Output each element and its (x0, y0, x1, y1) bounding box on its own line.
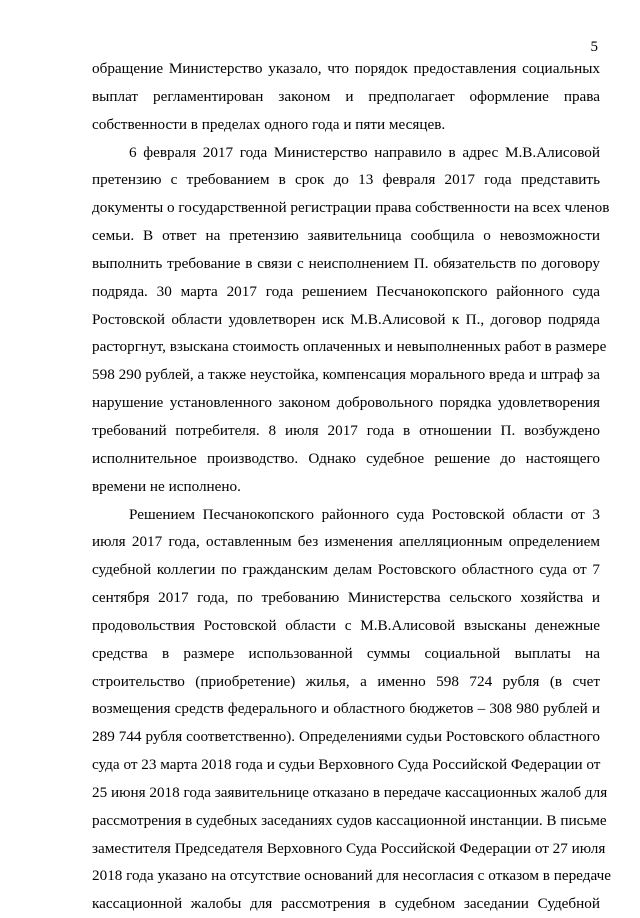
text-line: претензию с требованием в срок до 13 февраля 2017 года представить (92, 166, 600, 194)
text-line: требований потребителя. 8 июля 2017 года в отношении П. возбуждено (92, 417, 600, 445)
text-line: документы о государственной регистрации права собственности на всех членов (92, 194, 600, 222)
text-line: Ростовской области удовлетворен иск М.В.Алисовой к П., договор подряда (92, 306, 600, 334)
text-line: обращение Министерство указало, что порядок предоставления социальных (92, 55, 600, 83)
text-line: выплат регламентирован законом и предполагает оформление права (92, 83, 600, 111)
text-line: выполнить требование в связи с неисполнением П. обязательств по договору (92, 250, 600, 278)
text-line: судебной коллегии по гражданским делам Ростовского областного суда от 7 (92, 556, 600, 584)
text-line: исполнительное производство. Однако судебное решение до настоящего (92, 445, 600, 473)
text-line: июля 2017 года, оставленным без изменения апелляционным определением (92, 528, 600, 556)
text-line: нарушение установленного законом добровольного порядка удовлетворения (92, 389, 600, 417)
text-line: 25 июня 2018 года заявительнице отказано в передаче кассационных жалоб для (92, 779, 600, 807)
text-line: расторгнут, взыскана стоимость оплаченных и невыполненных работ в размере (92, 333, 600, 361)
text-line: 2018 года указано на отсутствие оснований для несогласия с отказом в передаче (92, 862, 600, 890)
text-line: строительство (приобретение) жилья, а именно 598 724 рубля (в счет (92, 668, 600, 696)
text-line: 289 744 рубля соответственно). Определениями судьи Ростовского областного (92, 723, 600, 751)
text-line: 598 290 рублей, а также неустойка, компенсация морального вреда и штраф за (92, 361, 600, 389)
text-line: 6 февраля 2017 года Министерство направило в адрес М.В.Алисовой (92, 139, 600, 167)
text-line: подряда. 30 марта 2017 года решением Песчанокопского районного суда (92, 278, 600, 306)
page-number: 5 (591, 38, 599, 56)
paragraph (92, 55, 600, 139)
paragraph (92, 139, 600, 501)
text-line: заместителя Председателя Верховного Суда Российской Федерации от 27 июля (92, 835, 600, 863)
text-line: возмещения средств федерального и областного бюджетов – 308 980 рублей и (92, 695, 600, 723)
text-line: времени не исполнено. (92, 473, 600, 501)
paragraph (92, 501, 600, 918)
text-line: средства в размере использованной суммы социальной выплаты на (92, 640, 600, 668)
text-line: семьи. В ответ на претензию заявительница сообщила о невозможности (92, 222, 600, 250)
text-line: собственности в пределах одного года и пяти месяцев. (92, 111, 600, 139)
text-line: кассационной жалобы для рассмотрения в судебном заседании Судебной (92, 890, 600, 918)
text-line: сентября 2017 года, по требованию Министерства сельского хозяйства и (92, 584, 600, 612)
text-line: продовольствия Ростовской области с М.В.Алисовой взысканы денежные (92, 612, 600, 640)
text-line: Решением Песчанокопского районного суда Ростовской области от 3 (92, 501, 600, 529)
document-body (92, 55, 600, 918)
text-line: рассмотрения в судебных заседаниях судов кассационной инстанции. В письме (92, 807, 600, 835)
text-line: суда от 23 марта 2018 года и судьи Верховного Суда Российской Федерации от (92, 751, 600, 779)
